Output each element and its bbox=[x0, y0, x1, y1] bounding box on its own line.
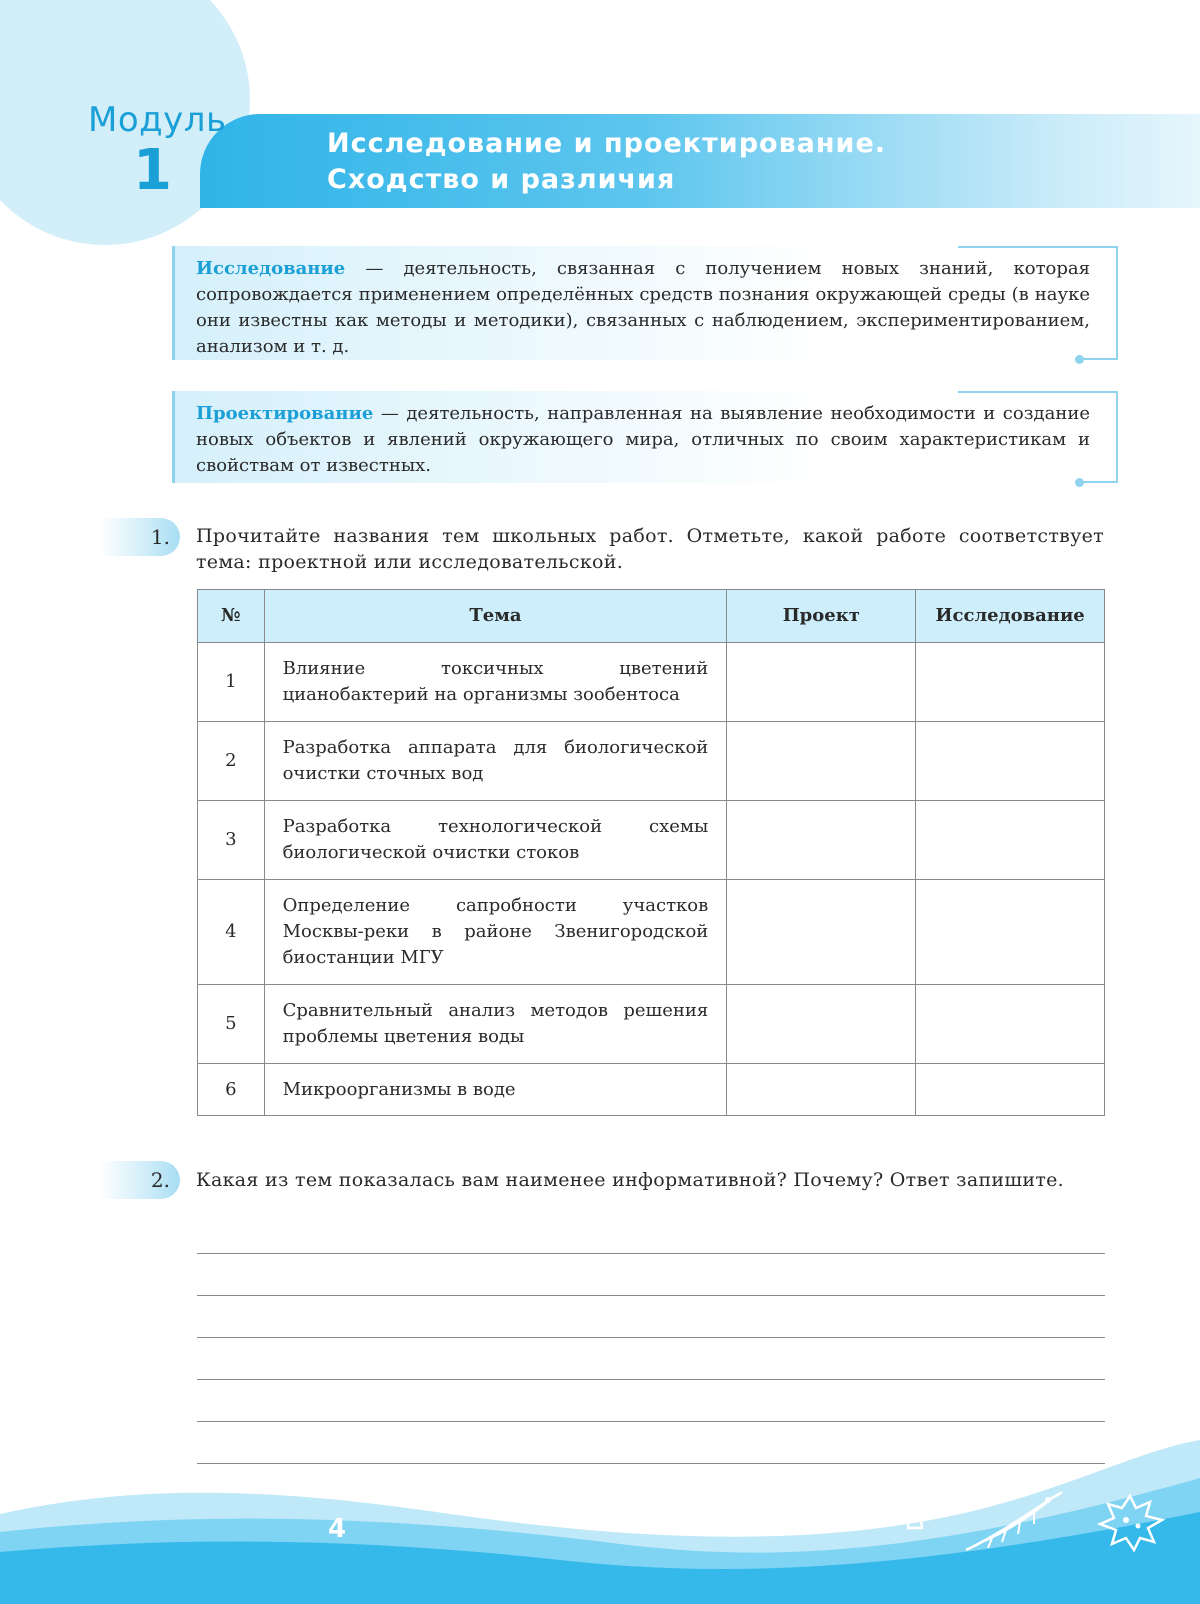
answer-line[interactable] bbox=[197, 1421, 1105, 1422]
definition-term: Исследование bbox=[196, 258, 346, 279]
row-topic: Сравнительный анализ методов решения проблемы цветения воды bbox=[264, 985, 727, 1064]
project-answer-cell[interactable] bbox=[727, 880, 916, 985]
module-label: Модуль bbox=[88, 100, 227, 140]
row-topic: Разработка аппарата для биологической очистки сточных вод bbox=[264, 722, 727, 801]
row-topic: Разработка технологической схемы биологической очистки стоков bbox=[264, 801, 727, 880]
research-answer-cell[interactable] bbox=[916, 801, 1105, 880]
research-answer-cell[interactable] bbox=[916, 985, 1105, 1064]
definition-term: Проектирование bbox=[196, 403, 374, 424]
leaf-icon bbox=[818, 1488, 862, 1532]
project-answer-cell[interactable] bbox=[727, 722, 916, 801]
definition-text bbox=[172, 391, 1118, 489]
research-answer-cell[interactable] bbox=[916, 1064, 1105, 1116]
task-text: Какая из тем показалась вам наименее информативной? Почему? Ответ запишите. bbox=[196, 1169, 1065, 1191]
page-title bbox=[327, 126, 886, 198]
table-row bbox=[198, 801, 1105, 880]
research-answer-cell[interactable] bbox=[916, 722, 1105, 801]
answer-line[interactable] bbox=[197, 1337, 1105, 1338]
table-row bbox=[198, 880, 1105, 985]
project-answer-cell[interactable] bbox=[727, 643, 916, 722]
definition-box-design bbox=[172, 391, 1118, 483]
definition-box-research bbox=[172, 246, 1118, 360]
column-header-research: Исследование bbox=[916, 590, 1105, 643]
task-number: 2. bbox=[150, 1168, 170, 1192]
definition-text bbox=[172, 246, 1118, 370]
row-number: 2 bbox=[198, 722, 265, 801]
definition-body: — деятельность, связанная с получением новых знаний, которая сопровождается применением определённых средств познания окружающей среды (в науке они известны как методы и методики), связанных с наблюдением, экспериментированием, анализом и т. д. bbox=[196, 258, 1090, 357]
task-badge bbox=[100, 518, 180, 556]
mushroom-icon bbox=[892, 1488, 942, 1534]
row-number: 3 bbox=[198, 801, 265, 880]
definition-body: — деятельность, направленная на выявление необходимости и создание новых объектов и явлений окружающего мира, отличных по своим характеристикам и свойствам от известных. bbox=[196, 403, 1090, 476]
table-header-row bbox=[198, 590, 1105, 643]
research-answer-cell[interactable] bbox=[916, 880, 1105, 985]
title-line-2: Сходство и различия bbox=[327, 164, 676, 195]
page-number: 4 bbox=[328, 1514, 347, 1544]
column-header-number: № bbox=[198, 590, 265, 643]
row-topic: Определение сапробности участков Москвы-реки в районе Звенигородской биостанции МГУ bbox=[264, 880, 727, 985]
table-row bbox=[198, 722, 1105, 801]
project-answer-cell[interactable] bbox=[727, 801, 916, 880]
task-badge bbox=[100, 1161, 180, 1199]
research-answer-cell[interactable] bbox=[916, 643, 1105, 722]
shrimp-icon bbox=[962, 1488, 1066, 1556]
table-row bbox=[198, 643, 1105, 722]
row-topic: Влияние токсичных цветений цианобактерий на организмы зообентоса bbox=[264, 643, 727, 722]
title-line-1: Исследование и проектирование. bbox=[327, 128, 887, 159]
row-number: 1 bbox=[198, 643, 265, 722]
topics-table bbox=[197, 589, 1105, 1116]
column-header-project: Проект bbox=[727, 590, 916, 643]
microbe-icon bbox=[1090, 1488, 1170, 1556]
row-number: 6 bbox=[198, 1064, 265, 1116]
column-header-topic: Тема bbox=[264, 590, 727, 643]
task-text: Прочитайте названия тем школьных работ. Отметьте, какой работе соответствует тема: проектной или исследовательской. bbox=[196, 525, 1104, 573]
row-number: 5 bbox=[198, 985, 265, 1064]
table-row bbox=[198, 985, 1105, 1064]
answer-line[interactable] bbox=[197, 1253, 1105, 1254]
task-number: 1. bbox=[150, 525, 170, 549]
project-answer-cell[interactable] bbox=[727, 985, 916, 1064]
project-answer-cell[interactable] bbox=[727, 1064, 916, 1116]
answer-line[interactable] bbox=[197, 1379, 1105, 1380]
module-number: 1 bbox=[133, 138, 172, 203]
table-row bbox=[198, 1064, 1105, 1116]
answer-line[interactable] bbox=[197, 1295, 1105, 1296]
row-topic: Микроорганизмы в воде bbox=[264, 1064, 727, 1116]
row-number: 4 bbox=[198, 880, 265, 985]
